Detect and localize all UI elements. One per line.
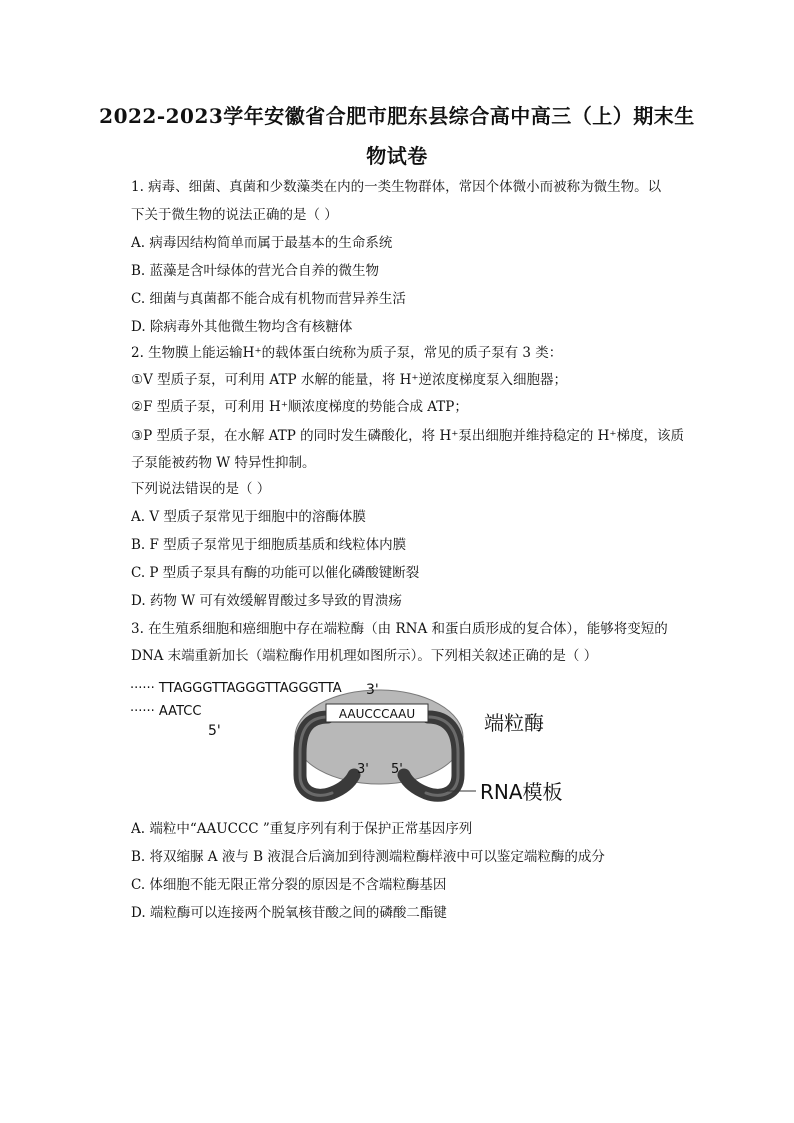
question-1-option-a: A. 病毒因结构简单而属于最基本的生命系统 (131, 235, 393, 251)
question-1-option-c: C. 细菌与真菌都不能合成有机物而营异养生活 (131, 291, 406, 307)
telomerase-label: 端粒酶 (484, 711, 544, 735)
rna-template-label: RNA模板 (480, 780, 563, 804)
question-1-option-d: D. 除病毒外其他微生物均含有核糖体 (131, 319, 353, 335)
question-3-option-d: D. 端粒酶可以连接两个脱氧核苷酸之间的磷酸二酯键 (131, 905, 447, 921)
question-3-option-a: A. 端粒中“AAUCCC ”重复序列有利于保护正常基因序列 (131, 821, 473, 837)
question-3-stem-line-1: 3. 在生殖系细胞和癌细胞中存在端粒酶（由 RNA 和蛋白质形成的复合体），能够将变短的 (131, 621, 668, 637)
rna-inner-5prime: 5' (391, 762, 403, 777)
question-2-stem-line-6: 下列说法错误的是（ ） (131, 481, 271, 497)
question-2-stem-line-5: 子泵能被药物 W 特异性抑制。 (131, 455, 316, 471)
question-3-option-b: B. 将双缩脲 A 液与 B 液混合后滴加到待测端粒酶样液中可以鉴定端粒酶的成分 (131, 849, 605, 865)
question-2-option-b: B. F 型质子泵常见于细胞质基质和线粒体内膜 (131, 537, 407, 553)
question-3-stem-line-2: DNA 末端重新加长（端粒酶作用机理如图所示）。下列相关叙述正确的是（ ） (131, 648, 598, 664)
dna-bottom-strand: ······ AATCC (130, 704, 202, 719)
question-2-stem-line-1: 2. 生物膜上能运输H⁺的载体蛋白统称为质子泵，常见的质子泵有 3 类： (131, 345, 563, 361)
question-1-stem-line-2: 下关于微生物的说法正确的是（ ） (131, 207, 338, 223)
telomerase-figure (128, 675, 588, 815)
dna-top-strand: ······ TTAGGGTTAGGGTTAGGGTTA (130, 681, 342, 696)
rna-inner-3prime: 3' (357, 762, 369, 777)
page-title-line-1: 2022-2023学年安徽省合肥市肥东县综合高中高三（上）期末生 (99, 104, 695, 128)
question-1-option-b: B. 蓝藻是含叶绿体的营光合自养的微生物 (131, 263, 380, 279)
question-2-option-a: A. V 型质子泵常见于细胞中的溶酶体膜 (131, 509, 366, 525)
dna-bottom-strand-end: 5' (208, 723, 221, 739)
question-3-option-c: C. 体细胞不能无限正常分裂的原因是不含端粒酶基因 (131, 877, 447, 893)
question-2-stem-line-4: ③P 型质子泵，在水解 ATP 的同时发生磷酸化，将 H⁺泵出细胞并维持稳定的 H⁺梯度，该质 (131, 428, 685, 444)
question-2-option-d: D. 药物 W 可有效缓解胃酸过多导致的胃溃疡 (131, 593, 402, 609)
question-2-stem-line-2: ①V 型质子泵，可利用 ATP 水解的能量，将 H⁺逆浓度梯度泵入细胞器； (131, 372, 568, 388)
question-1-stem-line-1: 1. 病毒、细菌、真菌和少数藻类在内的一类生物群体，常因个体微小而被称为微生物。以 (131, 179, 662, 195)
dna-top-strand-end: 3' (366, 682, 379, 698)
question-2-option-c: C. P 型质子泵具有酶的功能可以催化磷酸键断裂 (131, 565, 420, 581)
rna-sequence-label: AAUCCCAAU (338, 707, 416, 721)
page-title-line-2: 物试卷 (366, 144, 428, 168)
question-2-stem-line-3: ②F 型质子泵，可利用 H⁺顺浓度梯度的势能合成 ATP； (131, 399, 468, 415)
